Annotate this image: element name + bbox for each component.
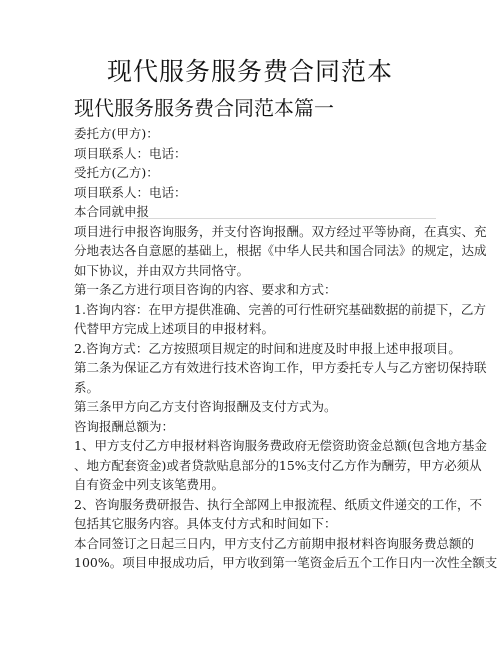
- text-line-with-blank: [74, 202, 436, 222]
- text-line: 本合同就申报: [74, 204, 150, 219]
- text-line: 代替甲方完成上述项目的申报材料。: [74, 321, 275, 336]
- text-line: 100%。项目申报成功后，甲方收到第一笔资金后五个工作日内一次性全额支: [74, 555, 498, 570]
- text-line: 1、甲方支付乙方申报材料咨询服务费政府无偿资助资金总额(包含地方基金: [74, 438, 487, 453]
- fill-in-blank-rule: [134, 218, 436, 219]
- text-line: 项目进行申报咨询服务，并支付咨询报酬。双方经过平等协商，在真实、充: [74, 223, 487, 239]
- text-line: 第三条甲方向乙方支付咨询报酬及支付方式为。: [74, 399, 337, 414]
- section-title: 现代服务服务费合同范本篇一: [74, 96, 334, 120]
- text-line: 咨询报酬总额为：: [74, 418, 175, 434]
- text-line: 如下协议，并由双方共同恪守。: [74, 262, 250, 278]
- text-line: 自有资金中列支该笔费用。: [74, 477, 225, 492]
- text-line: 委托方(甲方)：: [74, 126, 159, 141]
- text-line: 系。: [74, 379, 100, 395]
- text-line: 2、咨询服务费研报告、执行全部网上申报流程、纸质文件递交的工作，不: [74, 496, 482, 512]
- text-line: 包括其它服务内容。具体支付方式和时间如下：: [74, 516, 337, 531]
- text-line: 本合同签订之日起三日内，甲方支付乙方前期申报材料咨询服务费总额的: [74, 535, 475, 551]
- text-line: 第二条为保证乙方有效进行技术咨询工作，甲方委托专人与乙方密切保持联: [74, 360, 487, 375]
- text-line: 2.咨询方式：乙方按照项目规定的时间和进度及时申报上述申报项目。: [74, 340, 461, 356]
- text-line: 、地方配套资金)或者贷款贴息部分的15%支付乙方作为酬劳，甲方必须从: [74, 457, 482, 473]
- text-line: 分地表达各自意愿的基础上，根据《中华人民共和国合同法》的规定，达成: [74, 243, 487, 258]
- text-line: 受托方(乙方)：: [74, 165, 159, 180]
- text-line: 项目联系人：电话：: [74, 184, 187, 200]
- text-line: 第一条乙方进行项目咨询的内容、要求和方式：: [74, 282, 337, 297]
- document-body: [74, 124, 498, 573]
- document-title: 现代服务服务费合同范本: [106, 57, 393, 86]
- text-line: 1.咨询内容：在甲方提供准确、完善的可行性研究基础数据的前提下，乙方: [74, 301, 486, 317]
- text-line: 项目联系人：电话：: [74, 145, 187, 161]
